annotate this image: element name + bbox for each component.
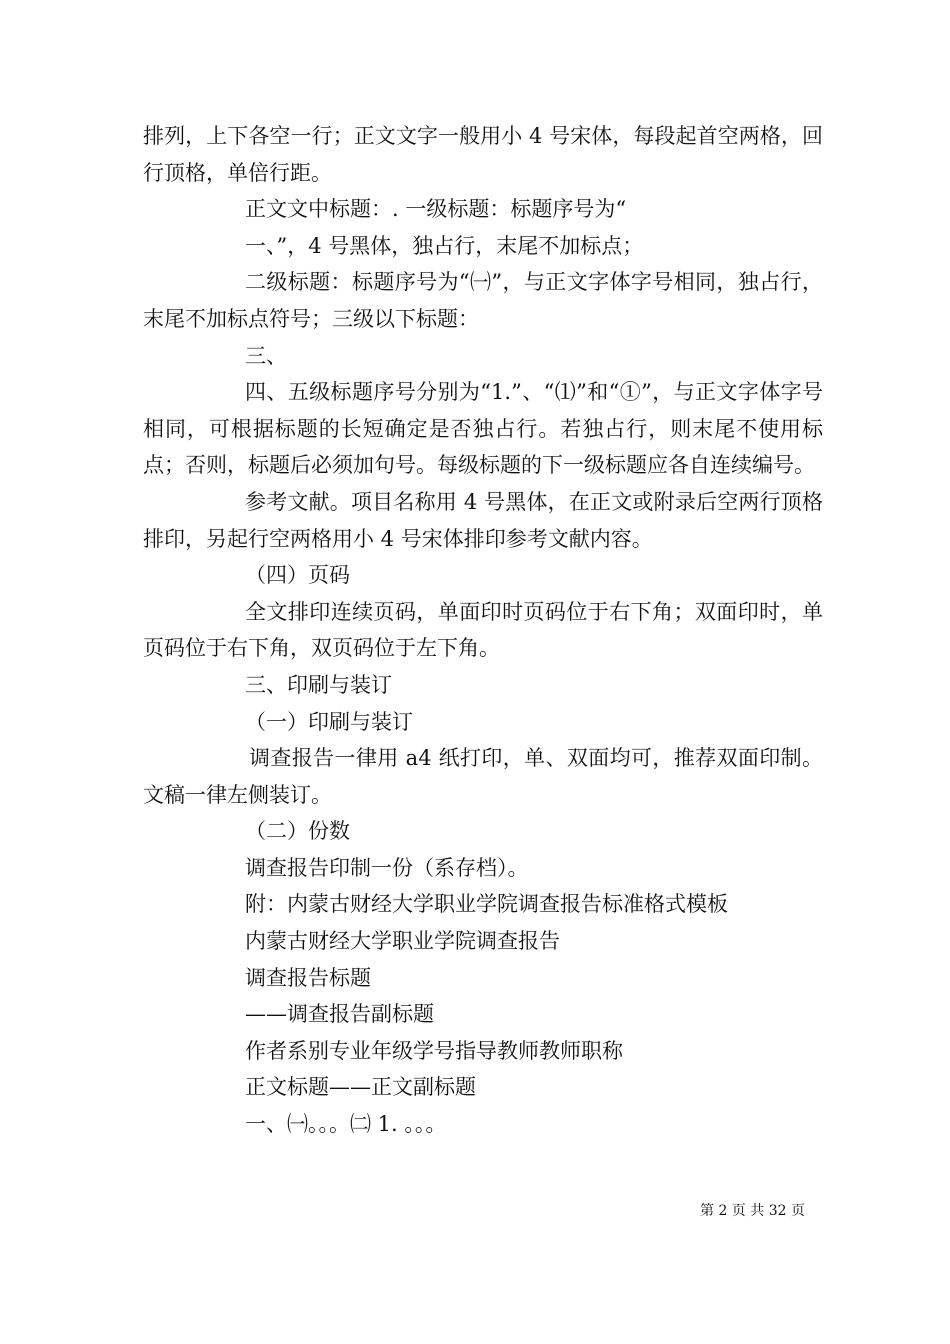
paragraph-21: 一、㈠。。。㈡ 1. 。。。: [245, 1112, 447, 1137]
paragraph-3: 一、”，4 号黑体，独占行，末尾不加标点；: [245, 233, 644, 258]
paragraph-20: 正文标题——正文副标题: [245, 1075, 476, 1100]
paragraph-13: （二）份数: [245, 819, 350, 844]
paragraph-9: 全文排印连续页码，单面印时页码位于右下角；双面印时，单页码位于右下角，双页码位于左下角。: [143, 599, 823, 661]
page-number-footer: 第 2 页 共 32 页: [700, 1203, 805, 1219]
paragraph-8: （四）页码: [245, 563, 350, 588]
paragraph-18: ——调查报告副标题: [245, 1002, 434, 1027]
paragraph-2: 正文文中标题：. 一级标题：标题序号为“: [245, 197, 627, 222]
paragraph-6: 四、五级标题序号分别为“1.”、“⑴”和“①”，与正文字体字号相同，可根据标题的长短确定是否独占行。若独占行，则末尾不使用标点；否则，标题后必须加句号。每级标题的下一级标题应各自连续编号。: [143, 380, 823, 478]
paragraph-14: 调查报告印制一份（系存档）。: [245, 855, 529, 880]
paragraph-12: 调查报告一律用 a4 纸打印，单、双面均可，推荐双面印制。文稿一律左侧装订。: [143, 746, 823, 807]
paragraph-10: 三、印刷与装订: [245, 672, 392, 697]
paragraph-19: 作者系别专业年级学号指导教师教师职称: [245, 1038, 623, 1063]
paragraph-4: 二级标题：标题序号为“㈠”，与正文字体字号相同，独占行，末尾不加标点符号；三级以下标题：: [143, 270, 823, 331]
paragraph-5: 三、: [245, 343, 287, 368]
paragraph-11: （一）印刷与装订: [245, 709, 413, 734]
paragraph-17: 调查报告标题: [245, 965, 371, 990]
paragraph-1: 排列，上下各空一行；正文文字一般用小 4 号宋体，每段起首空两格，回行顶格，单倍行距。: [143, 124, 823, 185]
paragraph-16: 内蒙古财经大学职业学院调查报告: [245, 929, 560, 954]
paragraph-7: 参考文献。项目名称用 4 号黑体，在正文或附录后空两行顶格排印，另起行空两格用小 4 号宋体排印参考文献内容。: [143, 489, 823, 551]
paragraph-15: 附：内蒙古财经大学职业学院调查报告标准格式模板: [245, 892, 728, 917]
document-body: [143, 118, 823, 1143]
